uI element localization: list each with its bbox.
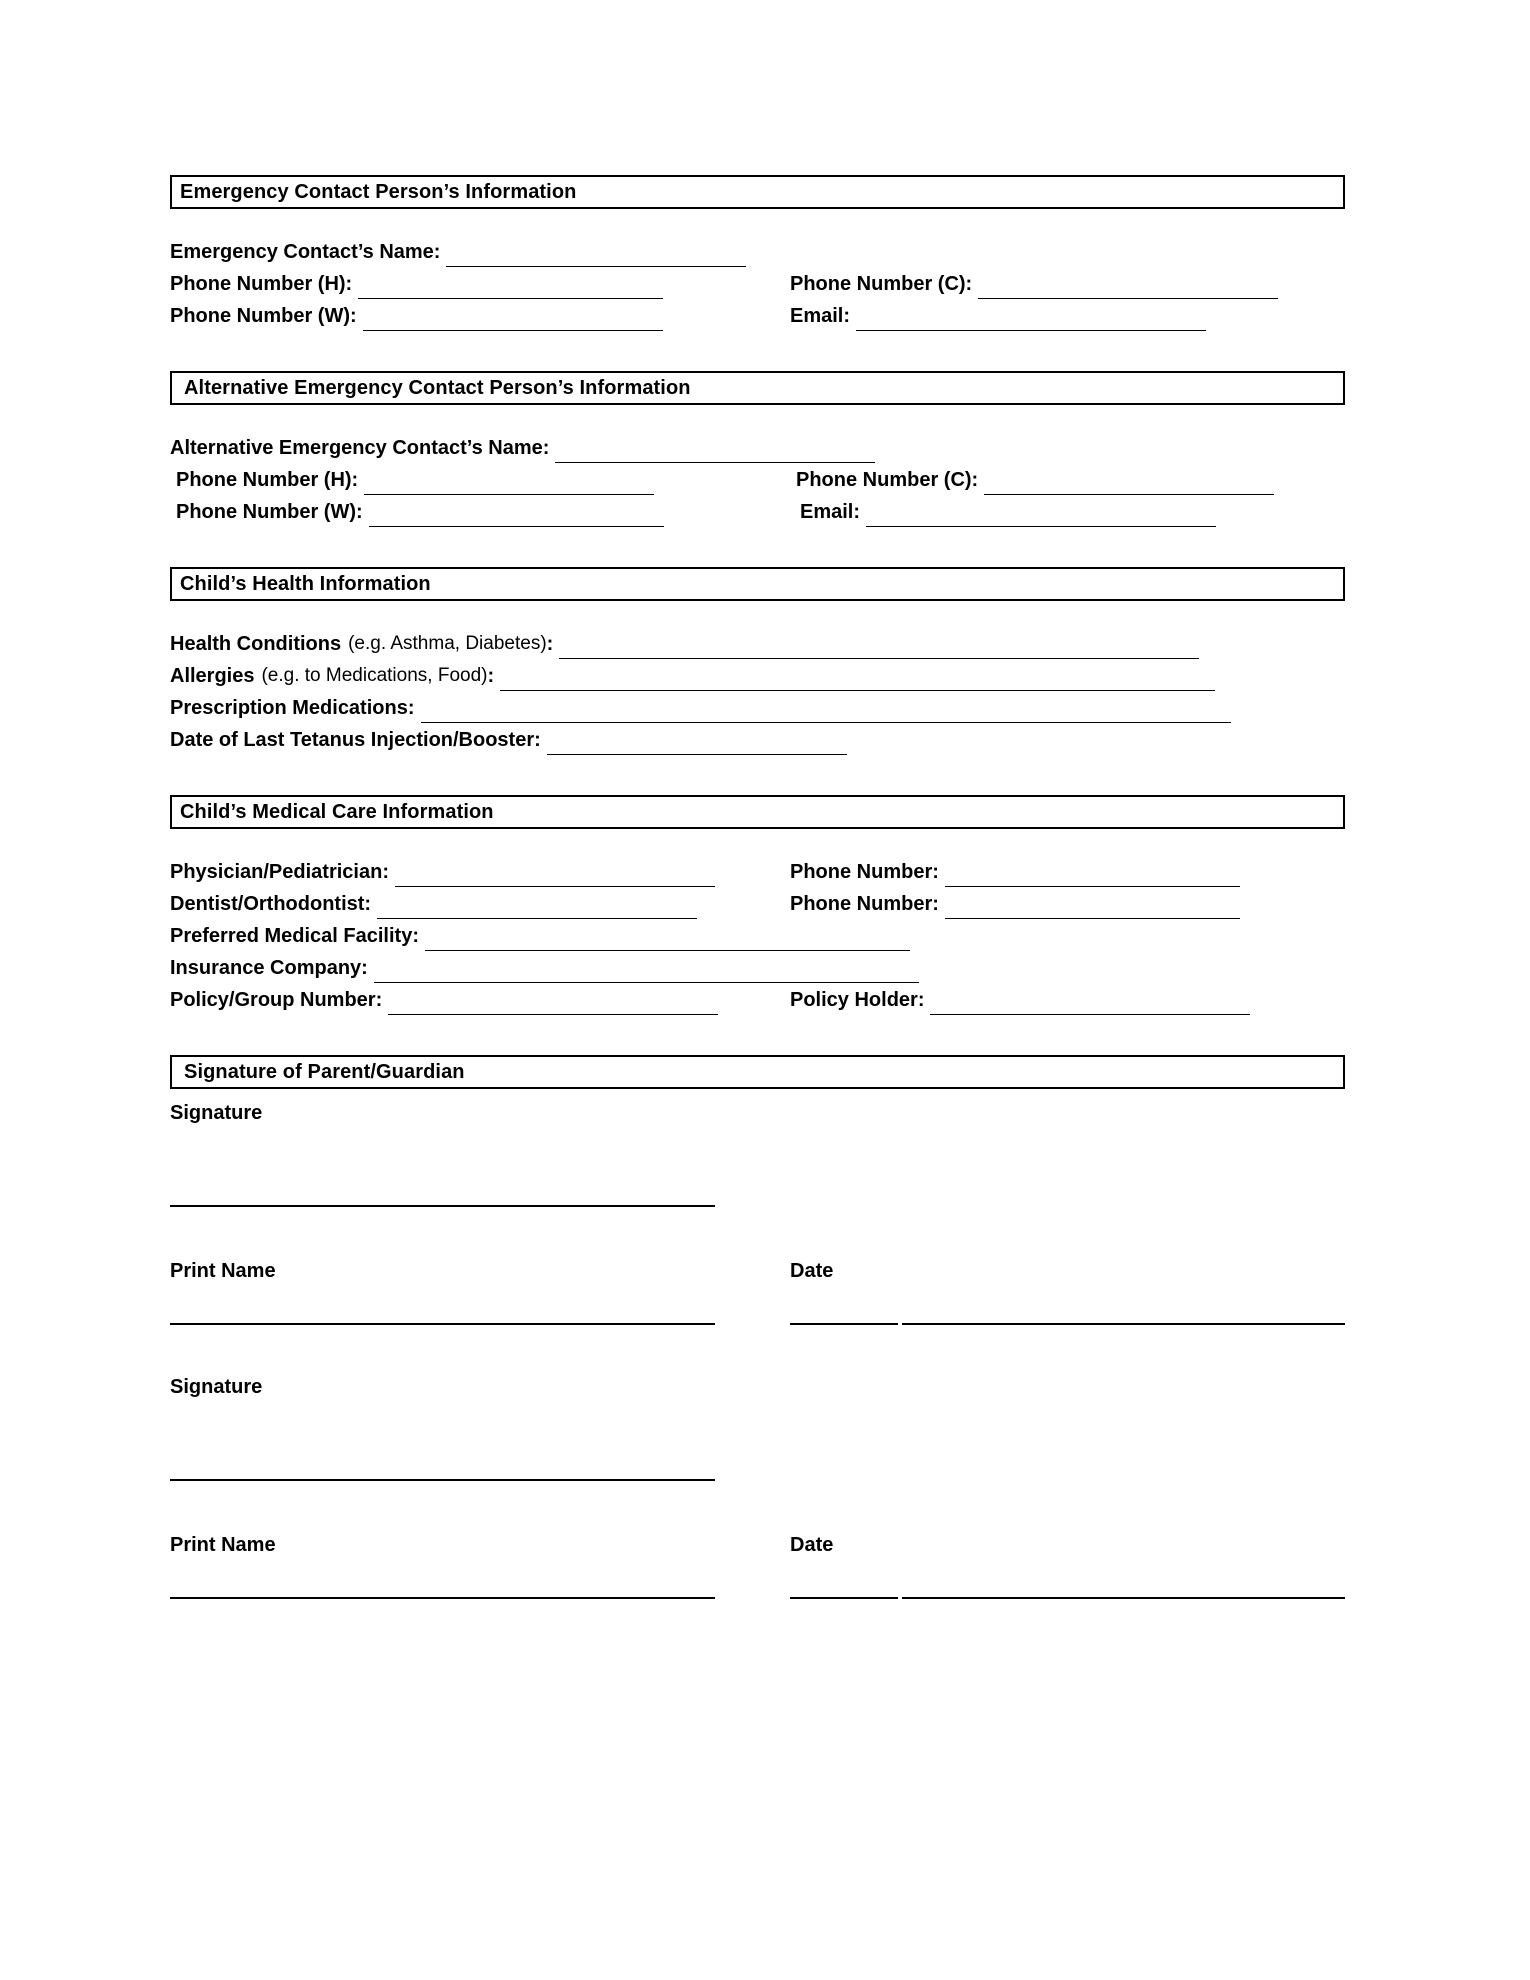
emergency-phone-h-input[interactable]	[358, 276, 663, 299]
alt-phone-h-input[interactable]	[364, 472, 654, 495]
policy-holder-input[interactable]	[930, 992, 1250, 1015]
alt-phone-w-field[interactable]	[170, 497, 796, 527]
emergency-phone-c-input[interactable]	[978, 276, 1278, 299]
allergies-field[interactable]	[170, 661, 1215, 691]
emergency-contact-name-field[interactable]	[170, 237, 746, 267]
field-row-alt-contact-name	[170, 433, 1345, 463]
alt-contact-name-label: Alternative Emergency Contact’s Name:	[170, 437, 550, 459]
date-2-input[interactable]	[902, 1597, 1345, 1599]
section-header-child-health	[170, 567, 1345, 601]
signature-2-label: Signature	[170, 1376, 263, 1398]
print-name-1-line-row	[170, 1323, 1345, 1325]
field-row-policy	[170, 985, 1345, 1015]
allergies-input[interactable]	[500, 668, 1215, 691]
emergency-email-input[interactable]	[856, 308, 1206, 331]
insurance-company-field[interactable]	[170, 953, 919, 983]
date-2-label: Date	[790, 1534, 834, 1556]
section-header-emergency-contact	[170, 175, 1345, 209]
policy-number-input[interactable]	[388, 992, 718, 1015]
physician-label: Physician/Pediatrician:	[170, 861, 389, 883]
section-header-child-medical-care	[170, 795, 1345, 829]
field-row-prescription-medications	[170, 693, 1345, 723]
policy-number-label: Policy/Group Number:	[170, 989, 383, 1011]
alt-email-field[interactable]	[796, 497, 1216, 527]
section-title: Child’s Medical Care Information	[180, 800, 494, 823]
dentist-field[interactable]	[170, 889, 790, 919]
medical-facility-field[interactable]	[170, 921, 910, 951]
field-row-physician	[170, 857, 1345, 887]
section-title: Signature of Parent/Guardian	[184, 1060, 465, 1083]
emergency-phone-w-label: Phone Number (W):	[170, 305, 357, 327]
print-name-1-label: Print Name	[170, 1260, 276, 1282]
health-conditions-field[interactable]	[170, 629, 1199, 659]
medical-facility-input[interactable]	[425, 928, 910, 951]
alt-contact-name-input[interactable]	[555, 440, 875, 463]
physician-field[interactable]	[170, 857, 790, 887]
emergency-email-label: Email:	[790, 305, 851, 327]
field-row-alt-phone-h-c	[170, 465, 1345, 495]
insurance-company-label: Insurance Company:	[170, 957, 368, 979]
policy-holder-field[interactable]	[790, 985, 1250, 1015]
signature-1-input[interactable]	[170, 1205, 715, 1207]
health-conditions-hint: (e.g. Asthma, Diabetes)	[348, 633, 547, 654]
field-row-allergies	[170, 661, 1345, 691]
physician-input[interactable]	[395, 864, 715, 887]
dentist-phone-label: Phone Number:	[790, 893, 939, 915]
alt-phone-h-label: Phone Number (H):	[176, 469, 359, 491]
emergency-phone-c-label: Phone Number (C):	[790, 273, 973, 295]
print-name-2-line-row	[170, 1597, 1345, 1599]
print-name-1-row	[170, 1257, 1345, 1285]
health-conditions-label: Health Conditions	[170, 633, 342, 655]
field-row-insurance-company	[170, 953, 1345, 983]
date-1-label: Date	[790, 1260, 834, 1282]
field-row-emergency-phone-h-c	[170, 269, 1345, 299]
policy-holder-label: Policy Holder:	[790, 989, 925, 1011]
prescription-medications-label: Prescription Medications:	[170, 697, 415, 719]
allergies-hint: (e.g. to Medications, Food)	[261, 665, 488, 686]
emergency-phone-h-label: Phone Number (H):	[170, 273, 353, 295]
tetanus-date-label: Date of Last Tetanus Injection/Booster:	[170, 729, 541, 751]
section-title: Emergency Contact Person’s Information	[180, 180, 577, 203]
prescription-medications-input[interactable]	[421, 700, 1231, 723]
health-conditions-colon: :	[546, 633, 554, 655]
physician-phone-input[interactable]	[945, 864, 1240, 887]
emergency-email-field[interactable]	[790, 301, 1206, 331]
field-row-medical-facility	[170, 921, 1345, 951]
alt-phone-w-label: Phone Number (W):	[176, 501, 363, 523]
print-name-2-label: Print Name	[170, 1534, 276, 1556]
field-row-tetanus-date	[170, 725, 1345, 755]
alt-phone-h-field[interactable]	[170, 465, 796, 495]
tetanus-date-field[interactable]	[170, 725, 847, 755]
dentist-label: Dentist/Orthodontist:	[170, 893, 372, 915]
emergency-phone-w-input[interactable]	[363, 308, 663, 331]
section-title: Child’s Health Information	[180, 572, 431, 595]
print-name-2-row	[170, 1531, 1345, 1559]
allergies-label: Allergies	[170, 665, 255, 687]
section-title: Alternative Emergency Contact Person’s Information	[184, 376, 691, 399]
physician-phone-label: Phone Number:	[790, 861, 939, 883]
dentist-input[interactable]	[377, 896, 697, 919]
alt-phone-c-field[interactable]	[796, 465, 1274, 495]
field-row-dentist	[170, 889, 1345, 919]
emergency-phone-w-field[interactable]	[170, 301, 790, 331]
emergency-phone-c-field[interactable]	[790, 269, 1278, 299]
alt-phone-w-input[interactable]	[369, 504, 664, 527]
emergency-contact-name-label: Emergency Contact’s Name:	[170, 241, 441, 263]
alt-phone-c-input[interactable]	[984, 472, 1274, 495]
date-2-input-prefix[interactable]	[790, 1597, 898, 1599]
policy-number-field[interactable]	[170, 985, 790, 1015]
signature-1-label: Signature	[170, 1102, 263, 1124]
form-content	[170, 175, 1345, 1599]
print-name-2-input[interactable]	[170, 1597, 715, 1599]
dentist-phone-field[interactable]	[790, 889, 1240, 919]
section-header-alternative-emergency-contact	[170, 371, 1345, 405]
field-row-health-conditions	[170, 629, 1345, 659]
insurance-company-input[interactable]	[374, 960, 919, 983]
alt-email-label: Email:	[800, 501, 861, 523]
print-name-1-input[interactable]	[170, 1323, 715, 1325]
dentist-phone-input[interactable]	[945, 896, 1240, 919]
alt-email-input[interactable]	[866, 504, 1216, 527]
emergency-contact-name-input[interactable]	[446, 244, 746, 267]
emergency-phone-h-field[interactable]	[170, 269, 790, 299]
alt-phone-c-label: Phone Number (C):	[796, 469, 979, 491]
signature-2-input[interactable]	[170, 1479, 715, 1481]
field-row-emergency-phone-w-email	[170, 301, 1345, 331]
alt-contact-name-field[interactable]	[170, 433, 875, 463]
physician-phone-field[interactable]	[790, 857, 1240, 887]
tetanus-date-input[interactable]	[547, 732, 847, 755]
prescription-medications-field[interactable]	[170, 693, 1231, 723]
health-conditions-input[interactable]	[559, 636, 1199, 659]
allergies-colon: :	[487, 665, 495, 687]
medical-facility-label: Preferred Medical Facility:	[170, 925, 419, 947]
section-header-signature	[170, 1055, 1345, 1089]
date-1-input-prefix[interactable]	[790, 1323, 898, 1325]
field-row-alt-phone-w-email	[170, 497, 1345, 527]
date-1-input[interactable]	[902, 1323, 1345, 1325]
field-row-emergency-contact-name	[170, 237, 1345, 267]
